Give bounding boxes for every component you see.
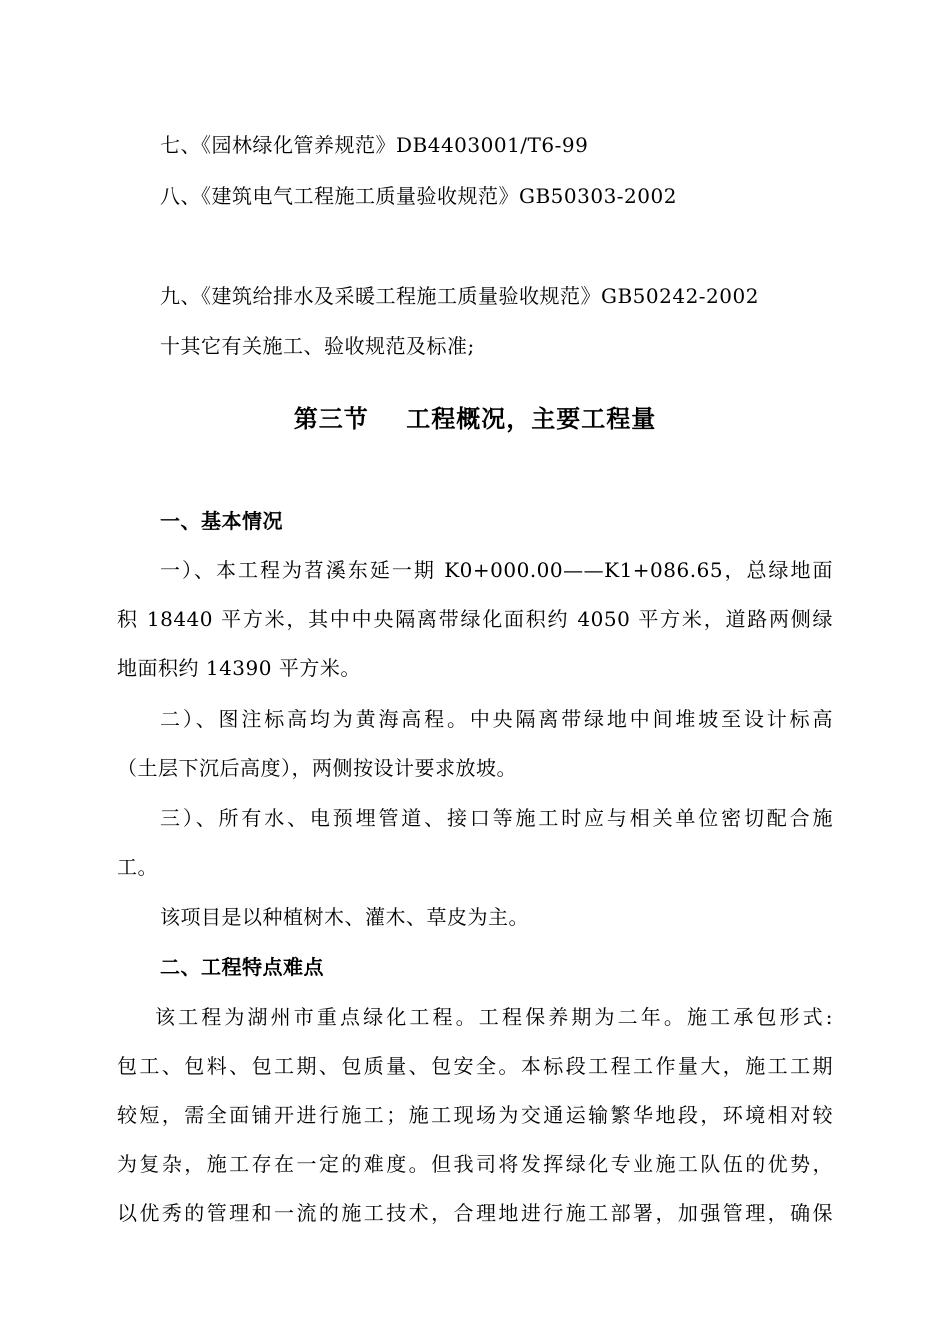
- features-heading: 二、工程特点难点: [160, 955, 324, 979]
- standard-item-7: 七、《园林绿化管养规范》DB4403001/T6-99: [160, 133, 589, 157]
- standard-item-9: 九、《建筑给排水及采暖工程施工质量验收规范》GB50242-2002: [160, 284, 759, 308]
- features-line-3: 较短，需全面铺开进行施工；施工现场为交通运输繁华地段，环境相对较: [117, 1103, 833, 1127]
- basic-paragraph-4: 该项目是以种植树木、灌木、草皮为主。: [160, 905, 529, 929]
- basic-info-heading: 一、基本情况: [160, 509, 283, 533]
- features-line-4: 为复杂，施工存在一定的难度。但我司将发挥绿化专业施工队伍的优势，: [117, 1152, 833, 1176]
- basic-paragraph-1-line-3: 地面积约 14390 平方米。: [117, 656, 361, 680]
- features-line-2: 包工、包料、包工期、包质量、包安全。本标段工程工作量大，施工工期: [117, 1054, 833, 1078]
- standard-item-10: 十其它有关施工、验收规范及标准;: [160, 334, 475, 358]
- basic-paragraph-2-line-1: 二）、图注标高均为黄海高程。中央隔离带绿地中间堆坡至设计标高: [160, 707, 833, 731]
- basic-paragraph-3-line-2: 工。: [117, 855, 158, 879]
- basic-paragraph-1-line-1: 一）、本工程为苕溪东延一期 K0+000.00——K1+086.65，总绿地面: [160, 558, 833, 582]
- features-line-1: 该工程为湖州市重点绿化工程。工程保养期为二年。施工承包形式:: [155, 1005, 833, 1029]
- section-title: 第三节 工程概况，主要工程量: [293, 404, 657, 433]
- standard-item-8: 八、《建筑电气工程施工质量验收规范》GB50303-2002: [160, 184, 677, 208]
- basic-paragraph-2-line-2: （土层下沉后高度），两侧按设计要求放坡。: [117, 756, 517, 780]
- basic-paragraph-1-line-2: 积 18440 平方米，其中中央隔离带绿化面积约 4050 平方米，道路两侧绿: [117, 607, 833, 631]
- basic-paragraph-3-line-1: 三）、所有水、电预埋管道、接口等施工时应与相关单位密切配合施: [160, 806, 833, 830]
- features-line-5: 以优秀的管理和一流的施工技术，合理地进行施工部署，加强管理，确保: [117, 1201, 833, 1225]
